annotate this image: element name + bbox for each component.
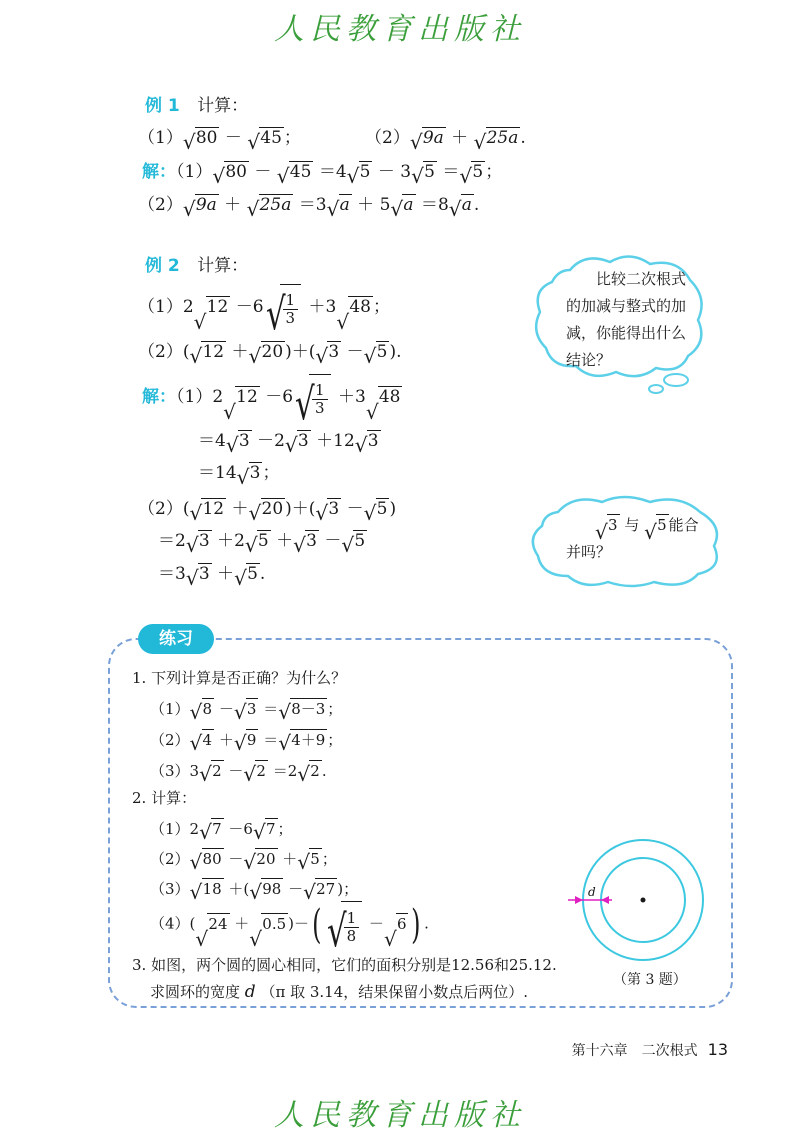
exercise-q2-item2: （2）√ 80 －√ 20 ＋√ 5 ； [150,848,337,869]
publisher-watermark-bottom: 人民教育出版社 [274,1098,526,1133]
example2-solution2-line3: ＝3√ 3 ＋√ 5 . [158,563,265,585]
example2-solution1-line1: 解：（1）2√ 12 －6 √ $\frac{1}{3}$ ＋3√ 48 [142,374,402,421]
exercise-q2-item3: （3）√ 18 ＋(√ 98 －√ 27 )； [150,878,358,899]
example2-solution1-line3: ＝14√ 3 ； [198,462,279,484]
example1-problem2: （2）√ 9a ＋ √ 25a . [365,127,526,149]
example2-heading [145,255,248,277]
example1-heading [145,95,248,117]
example2-problem2: （2）(√ 12 ＋√ 20 )＋(√ 3 －√ 5 ). [138,341,402,363]
concentric-circles-figure [560,836,730,966]
exercise-q1-item3: （3）3√ 2 －√ 2 ＝2√ 2 . [150,760,327,781]
thought-bubble-2-text: √ 3 与 √ 5 能合并吗？ [566,512,706,566]
example2-title: 计算： [197,256,249,276]
figure-caption: （第 3 题） [613,972,687,988]
example1-problem1: （1）√ 80 － √ 45 ； [138,127,301,149]
example1-solution-label: 解： [142,162,176,182]
example1-label: 例 1 [145,96,180,116]
page-number: 13 [707,1040,728,1059]
publisher-watermark-top: 人民教育出版社 [274,12,526,47]
exercise-q2-item1: （1）2√ 7 －6√ 7 ； [150,818,293,839]
center-point [641,898,646,903]
example1-solution1: 解：（1）√ 80 － √ 45 ＝4√ 5 － 3√ 5 ＝√ 5 ； [142,161,502,183]
arrow-right-icon [575,896,583,904]
example2-problem1: （1）2√ 12 －6 √ $\frac{1}{3}$ ＋3√ 48 ； [138,284,390,331]
example2-solution1-line2: ＝4√ 3 －2√ 3 ＋12√ 3 [198,430,381,452]
width-label: d [588,885,596,899]
example2-solution2-line2: ＝2√ 3 ＋2√ 5 ＋√ 3 －√ 5 [158,530,367,552]
page-footer [572,1040,728,1060]
exercise-question-3-line2: 求圆环的宽度 d （π 取 3.14，结果保留小数点后两位）. [150,982,529,1002]
example1-title: 计算： [197,96,249,116]
arrow-left-icon [601,896,609,904]
example2-label: 例 2 [145,256,180,276]
exercise-question-1: 1. 下列计算是否正确？为什么？ [132,669,347,687]
exercise-question-3-line1: 3. 如图，两个圆的圆心相同，它们的面积分别是12.56和25.12. [132,956,557,974]
exercise-q1-item1: （1）√ 8 －√ 3 ＝√ 8－3 ； [150,698,342,719]
example1-solution2: （2）√ 9a ＋ √ 25a ＝3√ a ＋ 5√ a ＝8√ a . [138,194,479,216]
thought-bubble-1-text: 比较二次根式的加减与整式的加减，你能得出什么结论？ [566,270,687,369]
exercise-question-2: 2. 计算： [132,789,197,807]
exercise-q1-item2: （2）√ 4 ＋√ 9 ＝√ 4＋9 ； [150,729,342,750]
chapter-title: 第十六章 二次根式 [571,1043,698,1059]
exercise-tab: 练习 [138,624,214,654]
example2-solution-label: 解： [142,387,176,407]
example2-solution2-line1: （2）(√ 12 ＋√ 20 )＋(√ 3 －√ 5 ) [138,498,396,520]
exercise-q2-item4: （4）(√ 24 ＋√ 0.5 )－( √ $\frac{1}{8}$ －√ 6 ) . [150,901,429,948]
